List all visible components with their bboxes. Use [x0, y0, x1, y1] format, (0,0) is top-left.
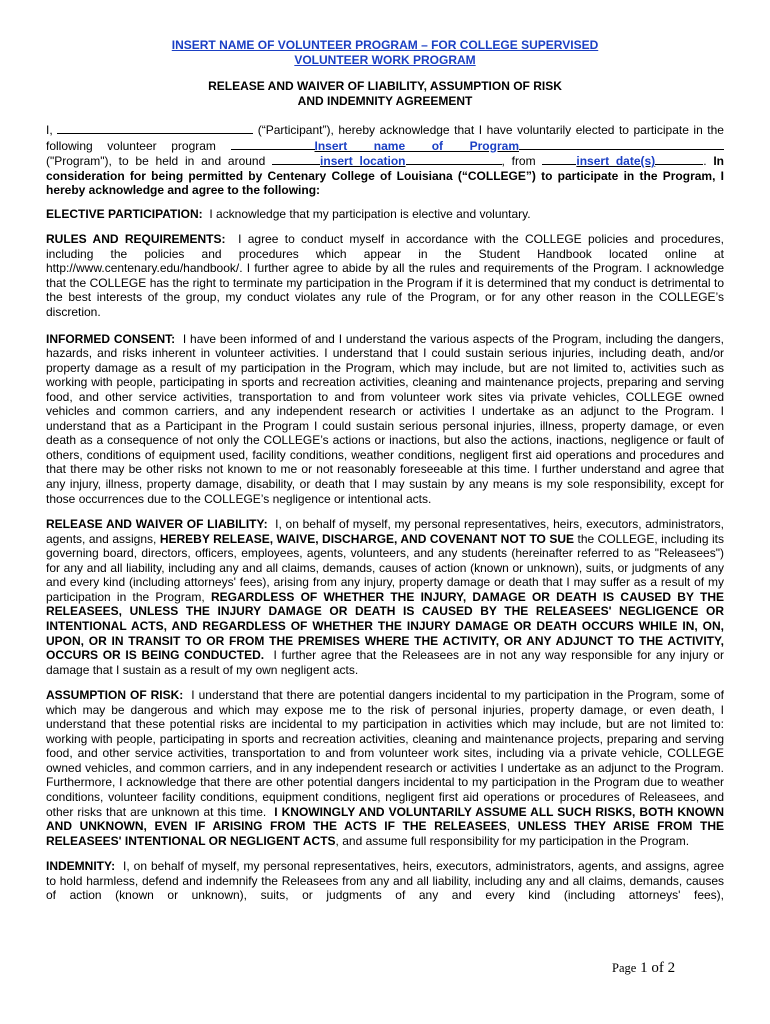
- intro-text: (“Participant”), hereby acknowledge that I have voluntarily elected to participate in the following volunteer program: [46, 123, 724, 153]
- program-header-line-2: VOLUNTEER WORK PROGRAM: [294, 53, 476, 67]
- assumption-bold: I KNOWINGLY AND VOLUNTARILY ASSUME ALL SUCH RISKS, BOTH KNOWN AND UNKNOWN, EVEN IF ARISING FROM THE ACTS IF THE RELEASEES: [46, 804, 725, 834]
- intro-paragraph: [46, 122, 724, 198]
- date-blank-tail[interactable]: [655, 153, 703, 165]
- of-word: of: [651, 960, 664, 976]
- intro-text: ("Program"), to be held in and around: [46, 154, 266, 169]
- document-title-line-1: RELEASE AND WAIVER OF LIABILITY, ASSUMPTION OF RISK: [208, 79, 562, 93]
- rules-text: I agree to conduct myself in accordance with the COLLEGE policies and procedures, including the policies and procedures which appear in the Student Handbook located online at http://www.centenary.edu/handbook/. I further agree to abide by all the rules and requirements of the Program. I acknowledge that the COLLEGE has the right to terminate my participation in the Program if it is determined that my conduct is detrimental to the best interests of the group, my conduct violates any rule of the Program, or for any other reason in the COLLEGE’s discretion.: [46, 232, 724, 320]
- program-blank-lead[interactable]: [231, 138, 315, 150]
- intro-consideration: In consideration for being permitted by Centenary College of Louisiana (“COLLEGE”) to participate in the Program, I hereby acknowledge and agree to the following:: [46, 154, 724, 198]
- intro-text: I,: [46, 123, 53, 137]
- release-paragraph: [46, 517, 724, 677]
- release-text: I further agree that the Releasees are in not any way responsible for any injury or damage that I sustain as a result of my own negligent acts.: [46, 648, 724, 677]
- date-blank-lead[interactable]: [542, 153, 576, 165]
- intro-text: .: [703, 154, 707, 169]
- release-heading: RELEASE AND WAIVER OF LIABILITY:: [46, 517, 268, 532]
- release-text: the COLLEGE, including its governing board, directors, officers, employees, agents, volunteers, and any students (hereinafter referred to as "Releasees") for any and all liability, including any and all claims, demands, causes of action (known or unknown), suits, or judgments of any and every kind (including attorneys' fees), arising from any injury, property damage or death that I may suffer as a result of my participation in the Program,: [46, 531, 724, 604]
- location-field[interactable]: insert location: [320, 154, 406, 169]
- consent-paragraph: [46, 332, 724, 507]
- page-total: 2: [667, 960, 676, 976]
- release-bold: HEREBY RELEASE, WAIVE, DISCHARGE, AND COVENANT NOT TO SUE: [159, 531, 575, 546]
- intro-text: , from: [501, 154, 536, 169]
- elective-paragraph: [46, 207, 724, 222]
- document-title-line-2: AND INDEMNITY AGREEMENT: [297, 94, 473, 108]
- assumption-text: , and assume full responsibility for my participation in the Program.: [335, 833, 690, 848]
- release-text: I, on behalf of myself, my personal representatives, heirs, executors, administrators, agents, and assigns,: [46, 517, 724, 546]
- assumption-paragraph: [46, 688, 724, 848]
- elective-text: I acknowledge that my participation is elective and voluntary.: [209, 206, 531, 221]
- page-footer: [612, 960, 675, 977]
- location-blank-tail[interactable]: [406, 153, 502, 165]
- assumption-heading: ASSUMPTION OF RISK:: [46, 688, 184, 703]
- consent-heading: INFORMED CONSENT:: [46, 331, 176, 346]
- participant-name-blank[interactable]: [57, 122, 253, 134]
- program-name-field[interactable]: Insert name of Program: [314, 138, 519, 153]
- indemnity-paragraph: [46, 859, 724, 903]
- consent-text: I have been informed of and I understand the various aspects of the Program, including the dangers, hazards, and risks inherent in volunteer activities. I understand that I could sustain serious injuries, including death, and/or property damage as a result of my participation in the Program, which may include, but are not limited to, activities such as working with people, participating in sports and recreation activities, cleaning and maintenance projects, preparing and serving food, and other service activities, transportation to and from volunteer work sites via private vehicles, COLLEGE owned vehicles and common carriers, and any independent research or activities I undertake as an adjunct to the Program. I understand that as a Participant in the Program I could sustain serious personal injuries, illness, property damage, or even death as a consequence of not only the COLLEGE’s actions or inactions, but also the actions, inactions, negligence or fault of others, conditions of equipment used, facility conditions, weather conditions, negligent first aid operations and procedures and that there may be other risks not known to me or not reasonably foreseeable at this time. I further understand and agree that any injury, illness, property damage, disability, or death that I may sustain by any means is my sole responsibility, except for those occurrences due to the COLLEGE’s negligence or intentional acts.: [46, 331, 725, 506]
- date-field[interactable]: insert date(s): [576, 154, 656, 169]
- page-word: Page: [612, 961, 637, 975]
- assumption-text: ,: [506, 819, 511, 834]
- program-header: [46, 38, 724, 68]
- rules-paragraph: [46, 232, 724, 319]
- document-body: [46, 38, 724, 914]
- indemnity-heading: INDEMNITY:: [46, 859, 116, 874]
- program-header-line-1: INSERT NAME OF VOLUNTEER PROGRAM – FOR COLLEGE SUPERVISED: [171, 38, 599, 52]
- rules-heading: RULES AND REQUIREMENTS:: [46, 232, 226, 247]
- assumption-text: I understand that there are potential dangers incidental to my participation in the Program, some of which may be dangerous and which may expose me to the risk of personal injuries, property damage, or even death, I understand that these potential risks are incidental to my participation in activities which may include, but are not limited to: working with people, participating in sports and recreation activities, cleaning and maintenance projects, preparing and serving food, and other service activities, transportation to and from volunteer work sites, including via a private vehicle, COLLEGE owned vehicles, and common carriers, and in any independent research or activities I undertake as an adjunct to the Program. Furthermore, I acknowledge that there are other potential dangers incidental to my participation in the Program due to weather conditions, volunteer facility conditions, equipment conditions, negligent first aid operations or procedures of Releasees, and other risks that are unknown at this time.: [46, 688, 724, 819]
- elective-heading: ELECTIVE PARTICIPATION:: [46, 206, 203, 221]
- program-blank-tail[interactable]: [519, 138, 724, 150]
- page-number: 1: [640, 960, 648, 976]
- assumption-bold: UNLESS THEY ARISE FROM THE RELEASEES' INTENTIONAL OR NEGLIGENT ACTS: [46, 819, 724, 848]
- release-bold: REGARDLESS OF WHETHER THE INJURY, DAMAGE OR DEATH IS CAUSED BY THE RELEASEES, UNLESS THE INJURY DAMAGE OR DEATH IS CAUSED BY THE RELEASEES' NEGLIGENCE OR INTENTIONAL ACTS, AND REGARDLESS OF WHETHER THE INJURY DAMAGE OR DEATH OCCURS WHILE IN, ON, UPON, OR IN TRANSIT TO OR FROM THE PREMISES WHERE THE ACTIVITY, OR ANY ADJUNCT TO THE ACTIVITY, OCCURS OR IS BEING CONDUCTED.: [46, 589, 724, 663]
- indemnity-text: I, on behalf of myself, my personal representatives, heirs, executors, administrators, agents, and assigns, agree to hold harmless, defend and indemnify the Releasees from any and all liability, including any and all claims, demands, causes of action (known or unknown), suits, or judgments of any and every kind (including attorneys' fees),: [46, 859, 725, 903]
- document-title: [46, 79, 724, 109]
- location-blank-lead[interactable]: [272, 153, 320, 165]
